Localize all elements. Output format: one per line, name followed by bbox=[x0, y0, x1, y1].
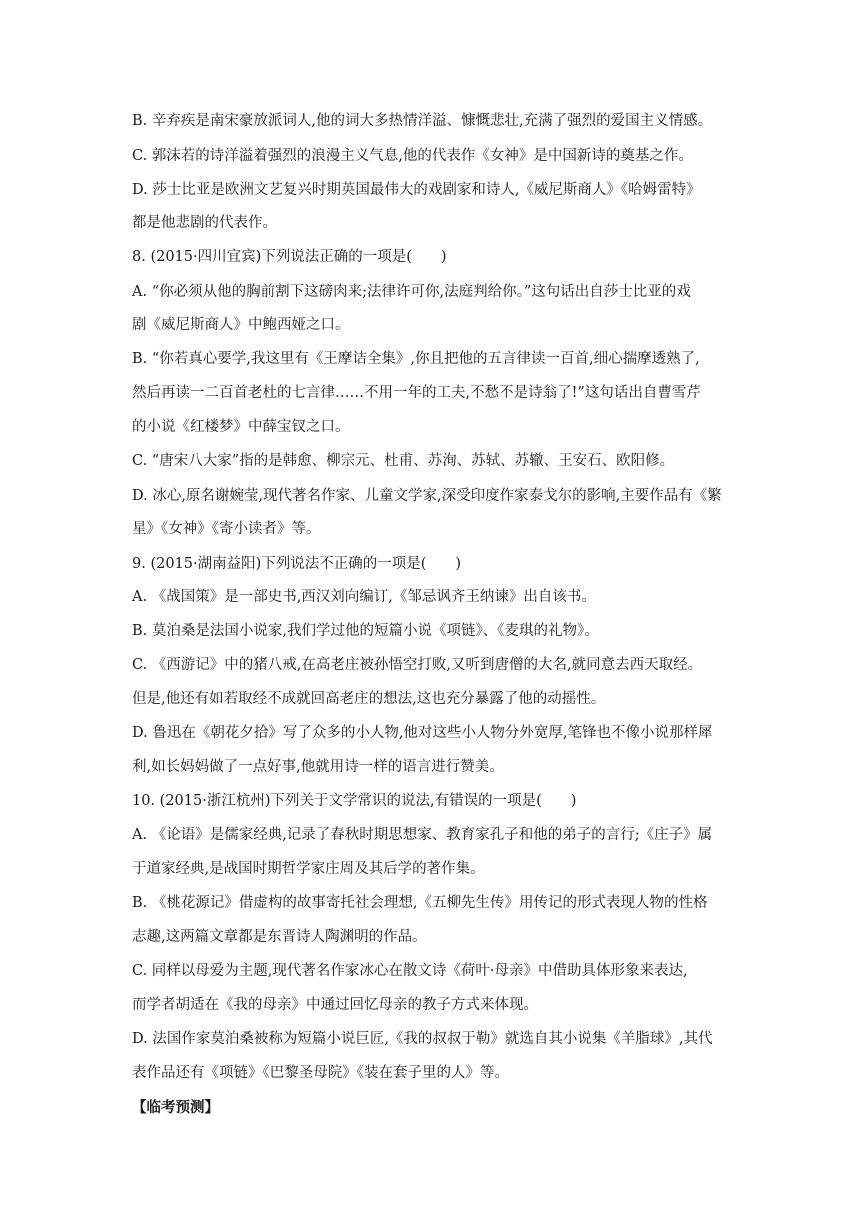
text-line: B. 《桃花源记》借虚构的故事寄托社会理想,《五柳先生传》用传记的形式表现人物的性格 bbox=[132, 895, 708, 911]
text-line: C. 同样以母爱为主题,现代著名作家冰心在散文诗《荷叶·母亲》中借助具体形象来表达, bbox=[132, 963, 688, 979]
text-line: 星》《女神》《寄小读者》等。 bbox=[132, 521, 321, 537]
text-line: B. 莫泊桑是法国小说家,我们学过他的短篇小说《项链》、《麦琪的礼物》。 bbox=[132, 623, 599, 639]
text-line: C. “唐宋八大家”指的是韩愈、柳宗元、杜甫、苏洵、苏轼、苏辙、王安石、欧阳修。 bbox=[132, 453, 675, 469]
text-line: D. 莎士比亚是欧洲文艺复兴时期英国最伟大的戏剧家和诗人,《威尼斯商人》《哈姆雷特》 bbox=[132, 182, 701, 198]
text-line: 志趣,这两篇文章都是东晋诗人陶渊明的作品。 bbox=[132, 929, 427, 945]
text-line: A. 《战国策》是一部史书,西汉刘向编订,《邹忌讽齐王纳谏》出自该书。 bbox=[132, 589, 596, 605]
question-10-stem: 10. (2015·浙江杭州)下列关于文学常识的说法,有错误的一项是( ) bbox=[132, 793, 577, 809]
text-line: A. 《论语》是儒家经典,记录了春秋时期思想家、教育家孔子和他的弟子的言行;《庄子》属 bbox=[132, 827, 713, 843]
text-line: D. 冰心,原名谢婉莹,现代著名作家、儿童文学家,深受印度作家泰戈尔的影响,主要作品有《繁 bbox=[132, 488, 722, 504]
text-line: 但是,他还有如若取经不成就回高老庄的想法,这也充分暴露了他的动摇性。 bbox=[132, 691, 606, 707]
question-9-stem: 9. (2015·湖南益阳)下列说法不正确的一项是( ) bbox=[132, 556, 462, 572]
section-heading: 【临考预测】 bbox=[132, 1100, 219, 1116]
text-line: 然后再读一二百首老杜的七言律……不用一年的工夫,不愁不是诗翁了!”这句话出自曹雪芹 bbox=[132, 385, 701, 401]
text-line: B. “你若真心要学,我这里有《王摩诘全集》,你且把他的五言律读一百首,细心揣摩透熟了, bbox=[132, 351, 700, 367]
text-line: C. 《西游记》中的猪八戒,在高老庄被孙悟空打败,又听到唐僧的大名,就同意去西天取经。 bbox=[132, 657, 703, 673]
text-line: D. 鲁迅在《朝花夕拾》写了众多的小人物,他对这些小人物分外宽厚,笔锋也不像小说那样犀 bbox=[132, 725, 713, 741]
text-line: 而学者胡适在《我的母亲》中通过回忆母亲的教子方式来体现。 bbox=[132, 997, 538, 1013]
text-line: 表作品还有《项链》《巴黎圣母院》《装在套子里的人》等。 bbox=[132, 1065, 509, 1081]
text-line: 都是他悲剧的代表作。 bbox=[132, 215, 277, 231]
text-line: 于道家经典,是战国时期哲学家庄周及其后学的著作集。 bbox=[132, 861, 485, 877]
text-line: 的小说《红楼梦》中薛宝钗之口。 bbox=[132, 419, 350, 435]
text-line: C. 郭沫若的诗洋溢着强烈的浪漫主义气息,他的代表作《女神》是中国新诗的奠基之作。 bbox=[132, 148, 693, 164]
question-8-stem: 8. (2015·四川宜宾)下列说法正确的一项是( ) bbox=[132, 249, 447, 265]
text-line: A. “你必须从他的胸前割下这磅肉来;法律许可你,法庭判给你。”这句话出自莎士比亚的戏 bbox=[132, 284, 691, 300]
text-line: 利,如长妈妈做了一点好事,他就用诗一样的语言进行赞美。 bbox=[132, 759, 504, 775]
text-line: D. 法国作家莫泊桑被称为短篇小说巨匠,《我的叔叔于勒》就选自其小说集《羊脂球》,其代 bbox=[132, 1031, 713, 1047]
text-line: B. 辛弃疾是南宋豪放派词人,他的词大多热情洋溢、慷慨悲壮,充满了强烈的爱国主义情感。 bbox=[132, 113, 713, 129]
text-line: 剧《威尼斯商人》中鲍西娅之口。 bbox=[132, 317, 350, 333]
